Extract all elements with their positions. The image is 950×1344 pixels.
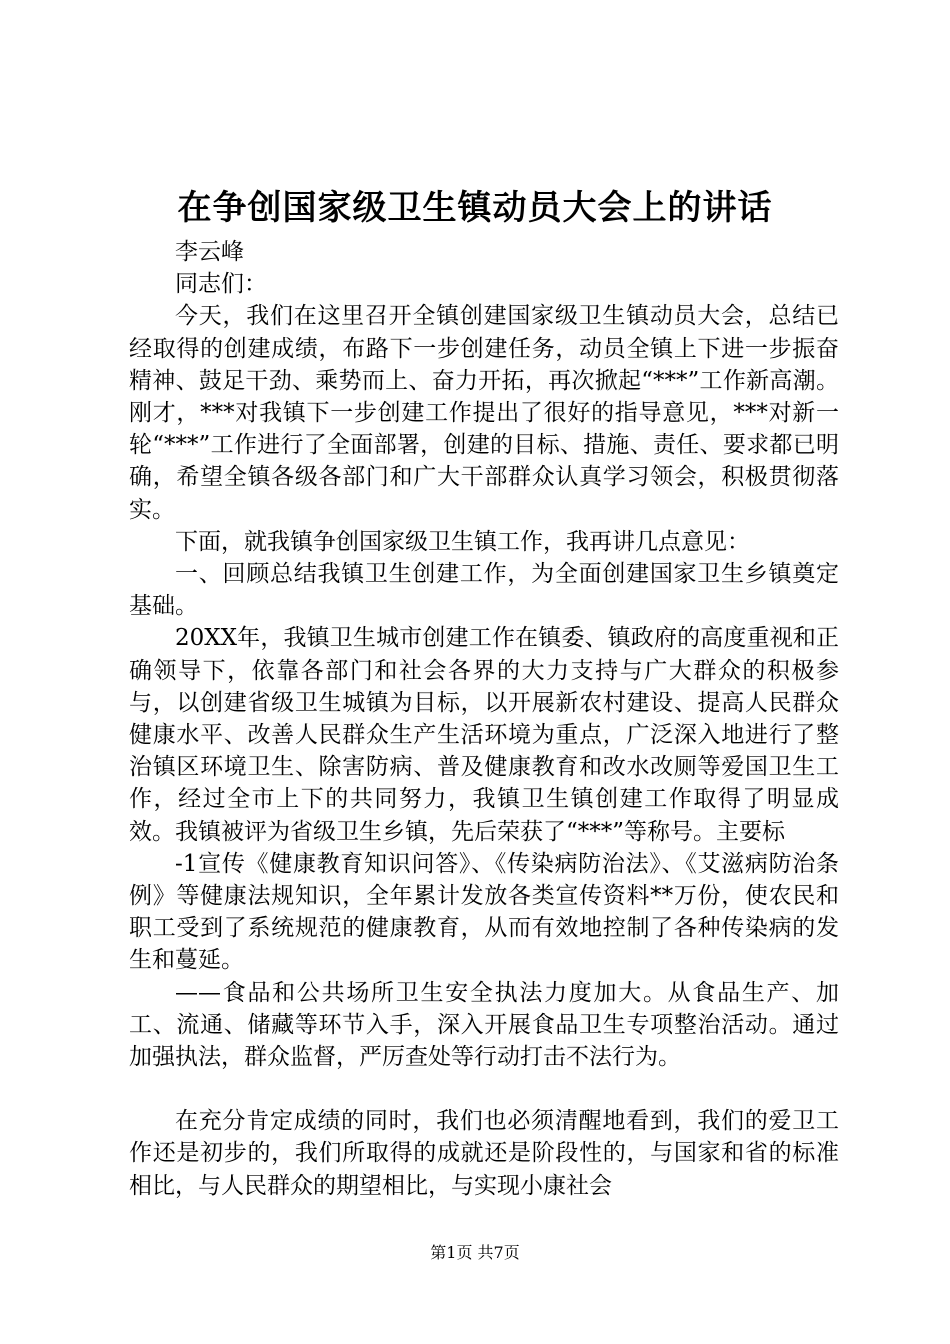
document-title: 在争创国家级卫生镇动员大会上的讲话 <box>177 188 773 228</box>
author-line: 李云峰 <box>175 239 244 265</box>
body-paragraph: -1宣传《健康教育知识问答》、《传染病防治法》、《艾滋病防治条例》等健康法规知识，全年累计发放各类宣传资料**万份，使农民和职工受到了系统规范的健康教育，从而有效地控制了各种传染病的发生和蔓延。 <box>129 850 839 974</box>
section-heading: 一、回顾总结我镇卫生创建工作，为全面创建国家卫生乡镇奠定基础。 <box>129 561 839 620</box>
salutation-line: 同志们： <box>175 271 267 298</box>
body-paragraph: 在充分肯定成绩的同时，我们也必须清醒地看到，我们的爱卫工作还是初步的，我们所取得的成就还是阶段性的，与国家和省的标准相比，与人民群众的期望相比，与实现小康社会 <box>129 1108 839 1199</box>
body-paragraph: 下面，就我镇争创国家级卫生镇工作，我再讲几点意见： <box>175 528 750 555</box>
document-body <box>129 236 839 1202</box>
body-paragraph: ——食品和公共场所卫生安全执法力度加大。从食品生产、加工、流通、储藏等环节入手，深入开展食品卫生专项整治活动。通过加强执法，群众监督，严厉查处等行动打击不法行为。 <box>129 979 839 1071</box>
body-paragraph: 今天，我们在这里召开全镇创建国家级卫生镇动员大会，总结已经取得的创建成绩，布路下一步创建任务，动员全镇上下进一步振奋精神、鼓足干劲、乘势而上、奋力开拓，再次掀起“***”工作新高潮。刚才，***对我镇下一步创建工作提出了很好的指导意见，***对新一轮“***”工作进行了全面部署，创建的目标、措施、责任、要求都已明确，希望全镇各级各部门和广大干部群众认真学习领会，积极贯彻落实。 <box>129 303 839 523</box>
page-number-footer: 第1页 共7页 <box>430 1243 520 1262</box>
body-paragraph: 20XX年，我镇卫生城市创建工作在镇委、镇政府的高度重视和正确领导下，依靠各部门和社会各界的大力支持与广大群众的积极参与，以创建省级卫生城镇为目标，以开展新农村建设、提高人民群众健康水平、改善人民群众生产生活环境为重点，广泛深入地进行了整治镇区环境卫生、除害防病、普及健康教育和改水改厕等爱国卫生工作，经过全市上下的共同努力，我镇卫生镇创建工作取得了明显成效。我镇被评为省级卫生乡镇，先后荣获了“***”等称号。主要标 <box>129 625 839 845</box>
